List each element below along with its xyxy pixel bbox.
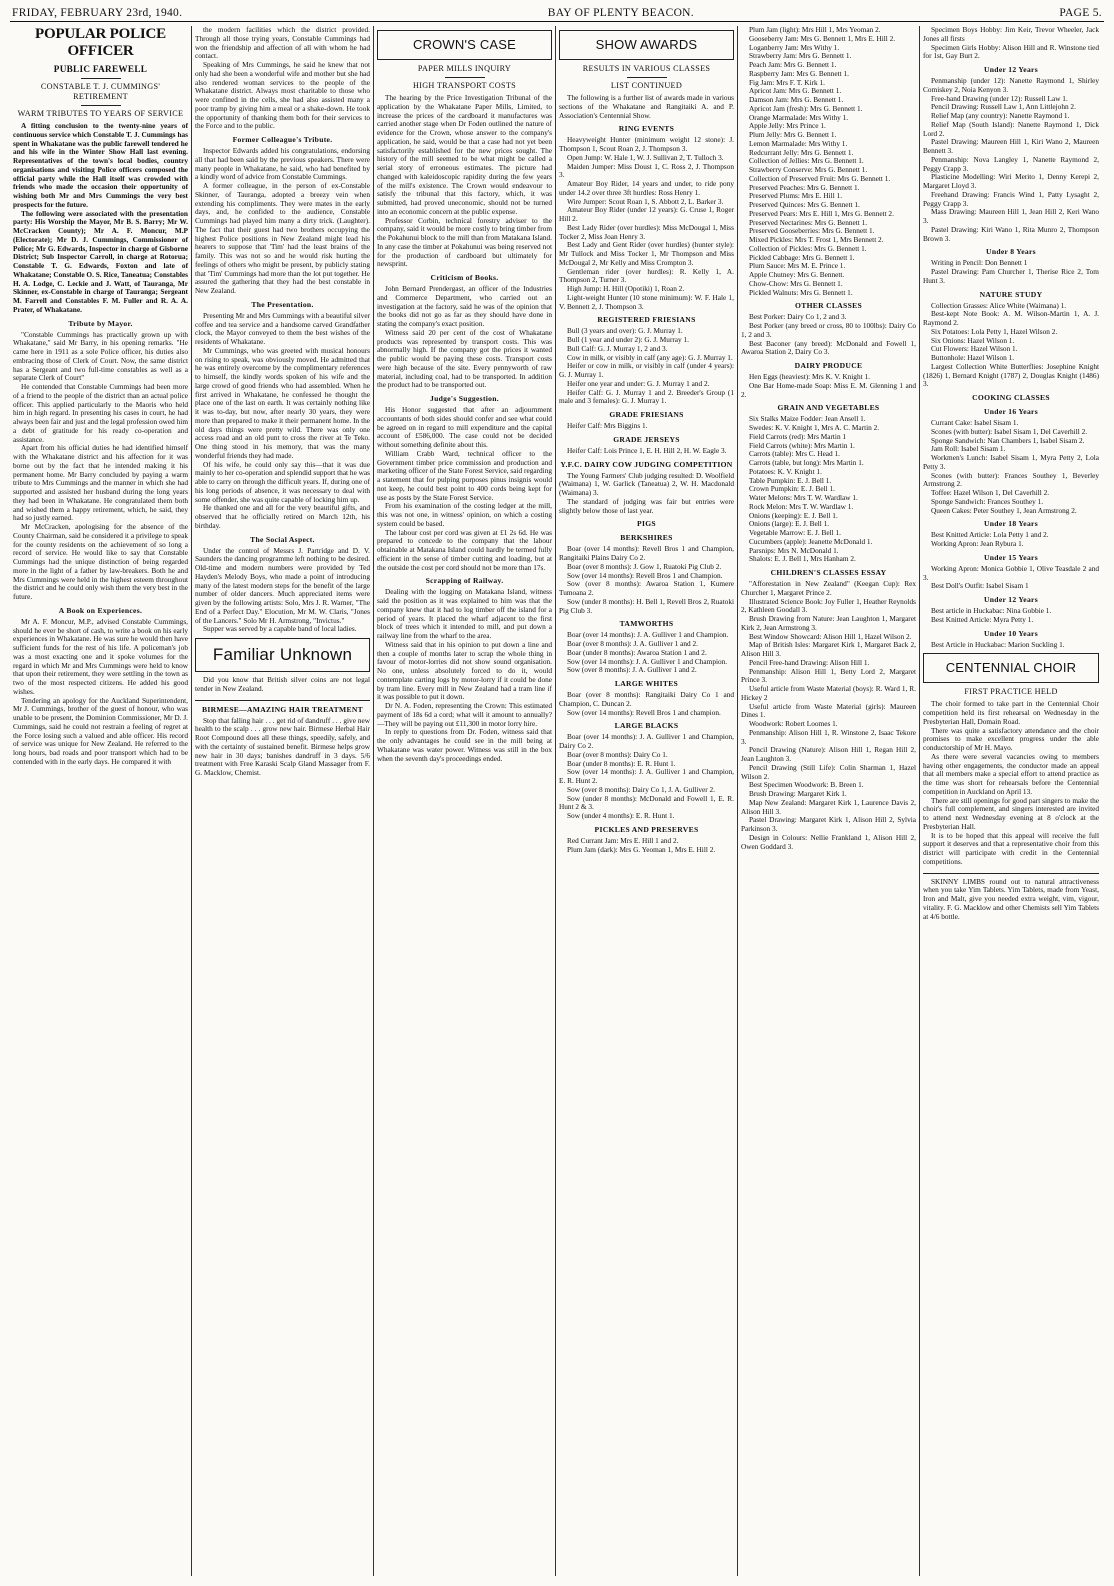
award-entry: Queen Cakes: Peter Southey 1, Jean Armstrong 2. bbox=[931, 505, 1077, 515]
paragraph: "Constable Cummings has practically grown up with Whakatane," said Mr Barry, in his opening remarks. "He came here in 1911 as a sole Police officer, his duties also embracing those of Clerk of Court. Now, the same district has a Sergeant and two full-time constables as well as a separate Clerk of Court" bbox=[13, 329, 188, 383]
award-entry: Scones (with butter): Frances Southey 1, Beverley Armstrong 2. bbox=[923, 470, 1099, 489]
paragraph: William Crabb Ward, technical officer to the Government timber price commission and production and marketing officer of the State Forest Service, said regarding a statement that for pulping purposes pinus insignis would not keep, he could best point to 400 cords being kept for use as posts by the State Forest Service. bbox=[377, 448, 552, 502]
award-section-heading: CHILDREN'S CLASSES ESSAY bbox=[770, 568, 887, 577]
show-awards-sub: RESULTS IN VARIOUS CLASSES bbox=[582, 64, 711, 73]
award-entry: Redcurrant Jelly: Mrs G. Bennett 1. bbox=[749, 147, 854, 157]
award-section-heading: GRADE FRIESIANS bbox=[609, 410, 684, 419]
award-entry: The Young Farmers' Club judging resulted: D. Woolfield (Waimana) 1, W. Garlick (Taneatua) 2, W. H. Macdonald (Waimana) 3. bbox=[559, 470, 734, 497]
masthead bbox=[10, 4, 1104, 22]
section-heading: A Book on Experiences. bbox=[58, 605, 143, 615]
award-entry: Collection of Pickles: Mrs G. Bennett 1. bbox=[749, 243, 867, 253]
award-section-heading: PIGS bbox=[637, 519, 656, 529]
award-section-heading: Under 10 Years bbox=[984, 628, 1038, 638]
award-list bbox=[741, 26, 916, 297]
award-entry: Specimen Boys Hobby: Jim Keir, Trevor Wheeler, Jack Jones all firsts bbox=[923, 26, 1099, 43]
award-entry: Gentleman rider (over hurdles): R. Kelly 1, A. Thompson 2, Turner 3. bbox=[559, 266, 734, 285]
award-section-heading: Under 18 Years bbox=[984, 519, 1038, 529]
paragraph: The choir formed to take part in the Centennial Choir competition held its first rehearsal on Wednesday in the Presbyterian Hall, Domain Road. bbox=[923, 699, 1099, 726]
award-entry: Jam Roll: Isabel Sisam 1. bbox=[931, 444, 1006, 454]
award-entry: Working Apron: Monica Gobbie 1, Olive Teasdale 2 and 3. bbox=[923, 563, 1099, 582]
paragraph: Dealing with the logging on Matakana Island, witness said the position as it was explained to him was that the company knew that it had to log timber off the island for a period of years. It placed the wharf adjacent to the first block of trees which it intended to mill, and put down a railway line from the wharf to the area. bbox=[377, 587, 552, 640]
award-entry: Apricot Jam: Mrs G. Bennett 1. bbox=[749, 86, 842, 96]
advertisement-headline: BIRMESE—AMAZING HAIR TREATMENT bbox=[201, 704, 364, 714]
award-section-heading: PICKLES AND PRESERVES bbox=[594, 824, 699, 834]
award-entry: Scones (with butter): Isabel Sisam 1, Del Caverhill 2. bbox=[931, 426, 1088, 436]
award-entry: Relief Map (any country): Nanette Raymond 1. bbox=[931, 111, 1070, 120]
award-entry: Heavyweight Hunter (minimum weight 12 stone): J. Thompson 1, Scout Roan 2, J. Thompson 3. bbox=[559, 135, 734, 153]
award-section-heading: Under 12 Years bbox=[984, 595, 1038, 604]
article-body bbox=[195, 26, 370, 131]
award-entry: Damson Jam: Mrs G. Bennett 1. bbox=[749, 95, 844, 104]
award-entry: Vegetable Marrow: E. J. Bell 1. bbox=[749, 528, 841, 537]
award-entry: Sponge Sandwich: Nan Chambers 1, Isabel Sisam 2. bbox=[931, 435, 1085, 445]
award-entry: Heifer Calf: Lois Prince 1, E. H. Hill 2, H. W. Eagle 3. bbox=[567, 445, 727, 455]
award-entry: Best Article in Huckabac: Marion Suckling 1. bbox=[931, 639, 1065, 649]
divider bbox=[923, 873, 1099, 874]
article-lead-2: The following were associated with the presentation party: His Worship the Mayor, Mr B. S. Barry; Mr W. McCracken County); Mr A. F. Moncur, M.P (Electorate); Mr D. J. Cummings, Commissioner of Police; Mr G. Edwards, Inspector in charge of Gisborne District; Sub Inspector Carroll, in charge at Rotorua; Constable T. G. Edwards, Foxton and late of Whakatane; Constable O. S. Rice, Taneatua; Constables H. A. Lodge, C. Leckie and J. Watt, of Tauranga, Mr Skinner, ex-Constable in charge of Tauranga; Sergeant M. Farrell and Constables F. M. Fuller and R. A. A. Prater, of Whakatane. bbox=[13, 208, 188, 314]
crowns-case-headline: CROWN'S CASE bbox=[377, 30, 552, 60]
award-entry: Onions (keeping): E. J. Bell 1. bbox=[749, 510, 838, 520]
award-entry: Strawberry Jam: Mrs G. Bennett 1. bbox=[749, 51, 852, 61]
award-section-heading: Under 8 Years bbox=[986, 247, 1036, 257]
award-entry: Map of British Isles: Margaret Kirk 1, Margaret Back 2, Alison Hill 3. bbox=[741, 640, 916, 658]
award-entry: Pastel Drawing: Kiri Wano 1, Rita Munro 2, Thompson Brown 3. bbox=[923, 224, 1099, 243]
award-entry: Sow (under 8 months): H. Bell 1, Revell Bros 2, Ruatoki Pig Club 3. bbox=[559, 596, 734, 615]
award-entry: Brush Drawing: Margaret Kirk 1. bbox=[749, 789, 847, 798]
award-entry: Buttonhole: Hazel Wilson 1. bbox=[931, 353, 1015, 362]
award-entry: Lemon Marmalade: Mrs Withy 1. bbox=[749, 138, 848, 148]
columns bbox=[10, 26, 1104, 1576]
award-entry: Heifer or cow in milk, or visibly in calf (under 4 years): G. J. Murray 1. bbox=[559, 361, 734, 379]
award-entry: Preserved Pears: Mrs E. Hill 1, Mrs G. Bennett 2. bbox=[749, 208, 894, 218]
award-entry: Peach Jam: Mrs G. Bennett 1. bbox=[749, 60, 837, 69]
paragraph: There are still openings for good part singers to make the choir's full complement, and singers interested are invited to attend next Wednesday evening at 8 o'clock at the Presbyterian Hall. bbox=[923, 795, 1099, 831]
paragraph: He contended that Constable Cummings had been more of a friend to the people of the district than an actual police officer. This applied particularly to the Maoris who held him in high regard. In presenting his cases in court, he had always been fair and just and the legal profession owed him a debt of gratitude for his ready co-operation and assistance. bbox=[13, 382, 188, 444]
award-entry: Bull Calf: G. J. Murray 1, 2 and 3. bbox=[567, 343, 668, 353]
award-entry: Pickled Cabbage: Mrs G. Bennett 1. bbox=[749, 252, 855, 262]
article-lead: A fitting conclusion to the twenty-nine years of continuous service which Constable T. J. Cummings has spent in Whakatane was the public farewell tendered he and his wife in the Winter Show Hall last evening. Representatives of the town's local bodies, country organisations and visiting Police officers composed the official party while the Hall itself was crowded with friends who made the occasion their opportunity of wishing both Mr and Mrs Cummings the very best prospects for the future. bbox=[13, 121, 188, 209]
award-entry: Boar (under 8 months): Awaroa Station 1 and 2. bbox=[567, 647, 707, 657]
award-entry: Apple Jelly: Mrs Prince 1. bbox=[749, 121, 826, 131]
award-section-heading: REGISTERED FRIESIANS bbox=[597, 315, 696, 325]
centennial-choir-headline: CENTENNIAL CHOIR bbox=[923, 653, 1099, 683]
award-entry: Pencil Free-hand Drawing: Alison Hill 1. bbox=[749, 657, 870, 667]
award-entry: Wire Jumper: Scout Roan 1, S. Abbott 2, L. Barker 3. bbox=[567, 196, 724, 206]
award-entry: Hen Eggs (heaviest): Mrs K. V. Knight 1. bbox=[749, 372, 870, 381]
paragraph: He thanked one and all for the very beautiful gifts, and observed that he officially retired on March 12th, his birthday. bbox=[195, 503, 370, 530]
award-entry: Preserved Gooseberries: Mrs G. Bennett 1. bbox=[749, 226, 875, 236]
award-entry: Collection Grasses: Alice White (Waimana) 1. bbox=[931, 300, 1067, 310]
award-entry: Cucumbers (apple): Jeanette McDonald 1. bbox=[749, 536, 873, 546]
award-entry: Gooseberry Jam: Mrs G. Bennett 1, Mrs E. Hill 2. bbox=[749, 33, 896, 43]
award-section-heading: GRAIN AND VEGETABLES bbox=[777, 403, 880, 413]
familiar-unknown-text: Did you know that British silver coins are not legal tender in New Zealand. bbox=[195, 675, 370, 693]
section-heading: Criticism of Books. bbox=[430, 273, 499, 282]
award-entry: Useful article from Waste Material (boys): R. Ward 1, R. Hickey 2 bbox=[741, 684, 916, 702]
award-entry: Potatoes: K. V. Knight 1. bbox=[749, 466, 822, 476]
award-entry: Onions (large): E. J. Bell 1. bbox=[749, 519, 830, 529]
award-entry: Field Carrots (red): Mrs Martin 1 bbox=[749, 431, 847, 441]
award-entry: Plum Jam (dark): Mrs G. Yeoman 1, Mrs E. Hill 2. bbox=[567, 844, 716, 854]
article-body bbox=[195, 312, 370, 531]
award-entry: Fig Jam: Mrs F. T. Kirk 1. bbox=[749, 77, 825, 87]
award-section-heading: OTHER CLASSES bbox=[795, 301, 862, 311]
divider bbox=[195, 700, 370, 701]
award-entry: Working Apron: Jean Rybura 1. bbox=[931, 539, 1024, 548]
article-body bbox=[377, 94, 552, 269]
award-entry: Best Knitted Article: Myra Petty 1. bbox=[931, 614, 1034, 624]
award-entry: Pencil Drawing (Still Life): Colin Sharman 1, Hazel Wilson 2. bbox=[741, 762, 916, 781]
article-body bbox=[377, 588, 552, 763]
award-entry: Plum Jelly: Mrs G. Bennett 1. bbox=[749, 130, 837, 139]
award-entry: Six Stalks Maize Fodder: Jean Ansell 1. bbox=[749, 414, 866, 424]
police-sub-headline-3: WARM TRIBUTES TO YEARS OF SERVICE bbox=[17, 109, 184, 118]
award-entry: Pencil Drawing: Russell Law 1, Ann Littlejohn 2. bbox=[931, 102, 1076, 112]
column-1 bbox=[10, 26, 192, 1576]
award-entry: Pencil Drawing (Nature): Alison Hill 1, Regan Hill 2, Jean Laughton 3. bbox=[741, 745, 916, 763]
paragraph: The labour cost per cord was given at £1 2s 6d. He was prepared to concede to the company that the labour obtainable at Matakana Island could hardly be termed fully efficient in the sense of timber cutting and loading, but at the outside the cost per cord should not be more than 17s. bbox=[377, 527, 552, 572]
paragraph: Supper was served by a capable band of local ladies. bbox=[203, 624, 357, 634]
paragraph: Speaking of Mrs Cummings, he said he knew that not only had she been a wonderful wife and mother but she had also rendered woman services to the people of the Whakatane district. Always most charitable to those who were confined in the cells, she had also assisted many a poor tramp by giving him a meal or a shake-down. He took the opportunity of thanking them both for their services to the Force and to the public. bbox=[195, 60, 370, 131]
award-entry: Boar (over 8 months): J. Gow 1, Ruatoki Pig Club 2. bbox=[567, 561, 722, 571]
award-section-heading: DAIRY PRODUCE bbox=[794, 361, 863, 370]
award-section-heading: RING EVENTS bbox=[618, 124, 675, 134]
paragraph: Presenting Mr and Mrs Cummings with a beautiful silver coffee and tea service and a handsome carved Grandfather clock, the Mayor conveyed to them the best wishes of the residents of Whakatane. bbox=[195, 310, 370, 346]
award-entry: Maiden Jumper: Miss Doust 1, C. Ross 2, J. Thompson 3. bbox=[559, 161, 734, 180]
award-entry: High Jump: H. Hill (Opotiki) 1, Roan 2. bbox=[567, 284, 685, 293]
award-section-heading: Under 15 Years bbox=[984, 552, 1038, 562]
award-entry: Preserved Nectarines: Mrs G. Bennett 1. bbox=[749, 217, 868, 227]
award-entry: Carrots (table, but long): Mrs Martin 1. bbox=[749, 458, 864, 467]
award-entry: Preserved Quinces: Mrs G. Bennett 1. bbox=[749, 200, 860, 209]
paragraph: There was quite a satisfactory attendance and the choir promises to make excellent progress under the able conductorship of Mr H. Mayo. bbox=[923, 725, 1099, 752]
award-section-heading: Under 16 Years bbox=[984, 407, 1038, 416]
paragraph: Tendering an apology for the Auckland Superintendent, Mr J. Cummings, brother of the guest of honour, who was unable to be present, the Dominion Commissioner, Mr D. J. Cummings, said he could not restrain a feeling of regret at the Force losing such a valued and able officer. His record of service was unique for New Zealand. He referred to the long hours, bad roads and poor transport which had to be contended with in the early days. He compared it with bbox=[13, 695, 188, 766]
award-entry: Best Window Showcard: Alison Hill 1, Hazel Wilson 2. bbox=[749, 631, 912, 641]
award-entry: Sow (over 8 months): J. A. Gulliver 1 and 2. bbox=[567, 665, 697, 675]
award-entry: Collection of Jellies: Mrs G. Bennett 1. bbox=[749, 156, 864, 166]
award-entry: Pastel Drawing: Pam Churcher 1, Therise Rice 2, Tom Hunt 3. bbox=[923, 267, 1099, 285]
divider bbox=[81, 105, 121, 106]
award-entry: Penmanship (under 12): Nanette Raymond 1, Shirley Comiskey 2, Noia Kenyon 3. bbox=[923, 76, 1099, 94]
award-entry: Boar (over 8 months): Dairy Co 1. bbox=[567, 749, 668, 759]
award-entry: Pickled Walnuts: Mrs G. Bennett 1. bbox=[749, 287, 853, 297]
award-entry: Best Baconer (any breed): McDonald and Fowell 1, Awaroa Station 2, Dairy Co 3. bbox=[741, 338, 916, 357]
crowns-case-sub: PAPER MILLS INQUIRY bbox=[417, 64, 512, 73]
paragraph: Mr A. F. Moncur, M.P., advised Constable Cummings, should he ever be short of cash, to write a book on his early experiences in Whakatane. He was sure he would then have sufficient funds for the rest of his life. A policeman's job was a most exacting one and it spoke volumes for the regard in which Mr and Mrs Cummings were held to know that upon their retirement, they were settling in the town as two of the most respected citizens. He added his good wishes. bbox=[13, 616, 188, 696]
award-entry: Boar (under 8 months): E. R. Hunt 1. bbox=[567, 758, 676, 768]
paragraph: the modern facilities which the district provided. Through all those trying years, Constable Cummings had won the friendship and affection of all with whom he had contact. bbox=[195, 26, 370, 61]
paragraph: Inspector Edwards added his congratulations, endorsing all that had been said by the previous speakers. There were many people in Whakatane, he said, who had benefited by a kindly word of advice from Constable Cummings. bbox=[195, 146, 370, 182]
award-entry: Chow-Chow: Mrs G. Bennett 1. bbox=[749, 278, 843, 288]
award-entry: Field Carrots (white): Mrs Martin 1. bbox=[749, 440, 855, 450]
paragraph: Of his wife, he could only say this—that it was due mainly to her co-operation and splendid support that he was able to carry on through the difficult years. If, during one of his long periods of absence, it was necessary to deal with some offender, she was quite capable of locking him up. bbox=[195, 459, 370, 504]
award-entry: Toffee: Hazel Wilson 1, Del Caverhill 2. bbox=[931, 488, 1050, 497]
award-entry: Currant Cake: Isabel Sisam 1. bbox=[931, 418, 1019, 427]
award-section-heading: LARGE WHITES bbox=[614, 679, 679, 688]
section-heading: Scrapping of Railway. bbox=[425, 576, 504, 586]
award-entry: Table Pumpkin: E. J. Bell 1. bbox=[749, 475, 832, 485]
award-entry: Bull (1 year and under 2): G. J. Murray 1. bbox=[567, 335, 689, 344]
section-heading: The Presentation. bbox=[251, 299, 314, 309]
paragraph: His Honor suggested that after an adjournment accountants of both sides should confer and see what could be agreed on in regard to mill expenditure and the capital account of £586,000. The case could not be decided without something definite about this. bbox=[377, 405, 552, 449]
award-entry: Best Lady Rider (over hurdles): Miss McDougal 1, Miss Tocker 2, Miss Joan Henry 3. bbox=[559, 222, 734, 241]
paragraph: John Bernard Prendergast, an officer of the Industries and Commerce Department, who carried out an investigation at the factory, said he was of the opinion that the books did not go as far as they should have done in stating the company's exact position. bbox=[377, 284, 552, 328]
award-entry: Boar (over 14 months): Revell Bros 1 and Champion, Rangitaiki Plains Dairy Co 2. bbox=[559, 544, 734, 562]
award-entry: Parsnips: Mrs N. McDonald 1. bbox=[749, 545, 839, 555]
column-5 bbox=[738, 26, 920, 1576]
award-entry: Useful article from Waste Material (girls): Maureen Dines 1. bbox=[741, 701, 916, 720]
article-body bbox=[195, 547, 370, 635]
article-body bbox=[377, 285, 552, 390]
award-entry: Bull (3 years and over): G. J. Murray 1. bbox=[567, 326, 683, 336]
article-body bbox=[923, 700, 1099, 866]
award-entry: Best Lady and Gent Rider (over hurdles) (hunter style): Mr Tullock and Miss Tocker 1, Mr Thompson and Miss McDougal 2, Mr Kelly and Miss Crompton 3. bbox=[559, 240, 734, 267]
award-entry: Specimen Girls Hobby: Alison Hill and R. Winstone tied for 1st, Gay Burt 2. bbox=[923, 42, 1099, 61]
section-heading: Judge's Suggestion. bbox=[430, 394, 499, 403]
paragraph: A former colleague, in the person of ex-Constable Skinner, of Tauranga, adopted a breezy vein when extending his compliments. They were mates in the early days, and, he confided to the audience, Constable Cummings had played him many a dirty trick. (Laughter). The fact that their guest had two brothers occupying the highest Police positions in New Zealand might lead his hearers to suppose that 'Tim' had the least brains of the family. This was not so and he would risk hurting the feelings of others who might be present, by publicly stating that 'Tim' Cummings had more than the lot put together. He assured the gathering that they had the best constable in New Zealand. bbox=[195, 181, 370, 295]
award-entry: Plum Sauce: Mrs M. E. Prince 1. bbox=[749, 261, 846, 271]
paper-title: BAY OF PLENTY BEACON. bbox=[547, 7, 694, 19]
award-entry: Sow (over 14 months): J. A. Gulliver 1 and Champion, E. R. Hunt 2. bbox=[559, 767, 734, 785]
award-entry: Sow (over 8 months): Awaroa Station 1, Kumere Tumoana 2. bbox=[559, 579, 734, 597]
familiar-unknown-headline: Familiar Unknown bbox=[195, 638, 370, 672]
paragraph: The hearing by the Price Investigation Tribunal of the application by the Whakatane Paper Mills, Limited, to increase the prices of the cardboard it manufactures was carried another stage when Dr Foden outlined the nature of evidence for the Crown, whose answer to the company's application, he said, would be that a case had not yet been satisfactorily established for the new prices sought. The history of the mill seemed to be what might be called a serial story of erroneous estimates. The picture had changed with kaleidoscopic rapidity during the few years of the mill's existence. The Crown would endeavour to satisfy the tribunal that this factory, which, it was submitted, had proved uneconomic, should not be turned into an economic concern at the public expense. bbox=[377, 93, 552, 216]
award-list bbox=[923, 26, 1099, 61]
award-entry: Writing in Pencil: Don Bennett 1 bbox=[931, 258, 1028, 268]
award-entry: Best Knitted Article: Lola Petty 1 and 2. bbox=[931, 530, 1049, 540]
advertisement-text: Stop that falling hair . . . get rid of dandruff . . . give new health to the scalp . . . grow new hair. Birmese Herbal Hair Root Compound does all these things, speedily, safely, and with the certainty of sustained benefit. Birmese helps grow new hair in 30 days; banishes dandruff in 3 days. 5/6 treatment with Free Karaski Scalp Gland Massager from F. G. Macklow, Chemist. bbox=[195, 715, 370, 777]
award-entry: Sow (under 8 months): McDonald and Fowell 1, E. R. Hunt 2 & 3. bbox=[559, 793, 734, 812]
issue-date: FRIDAY, FEBRUARY 23rd, 1940. bbox=[12, 7, 183, 19]
award-sections bbox=[741, 301, 916, 851]
award-entry: Penmanship: Alison Hill 1, R. Winstone 2, Isaac Tekore 3. bbox=[741, 727, 916, 746]
award-entry: Best article in Huckabac: Nina Gobbie 1. bbox=[931, 606, 1052, 615]
award-entry: Mass Drawing: Maureen Hill 1, Jean Hill 2, Keri Wano 3. bbox=[923, 207, 1099, 225]
award-entry: Crown Pumpkin: E. J. Bell 1. bbox=[749, 484, 835, 494]
column-2 bbox=[192, 26, 374, 1576]
paragraph: From his examination of the costing ledger at the mill, this was not one, in witness' opinion, on which a costing system could be based. bbox=[377, 501, 552, 528]
paragraph: In reply to questions from Dr. Foden, witness said that the only advantages he could see in the mill being at Whakatane was water power. Witness was still in the box when the seventh day's proceedings ended. bbox=[377, 727, 552, 763]
award-entry: Freehand Drawing: Francis Wind 1, Patty Lysaght 2, Peggy Crapp 3. bbox=[923, 189, 1099, 208]
award-entry: Map New Zealand: Margaret Kirk 1, Laurence Davis 2, Alison Hill 3. bbox=[741, 797, 916, 816]
award-entry: Design in Colours: Nellie Frankland 1, Alison Hill 2, Owen Goddard 3. bbox=[741, 832, 916, 851]
award-entry: Brush Drawing from Nature: Jean Laughton 1, Margaret Kirk 2, Jean Armstrong 3. bbox=[741, 614, 916, 632]
award-section-heading: LARGE BLACKS bbox=[614, 721, 679, 731]
award-entry: Strawberry Conserve: Mrs G. Bennett 1. bbox=[749, 165, 868, 174]
award-entry: Mixed Pickles: Mrs T. Frost 1, Mrs Bennett 2. bbox=[749, 235, 884, 244]
column-6 bbox=[920, 26, 1102, 1576]
award-entry: Collection of Preserved Fruit: Mrs G. Bennett 1. bbox=[749, 173, 891, 183]
paragraph: It is to be hoped that this appeal will receive the full support it deserves and that a representative choir from this district will participate with credit in the Centennial competitions. bbox=[923, 830, 1099, 866]
divider bbox=[81, 78, 121, 79]
award-section-heading: TAMWORTHS bbox=[619, 619, 674, 629]
award-entry: Amateur Boy Rider, 14 years and under, to ride pony under 14.2 over three 3ft hurdles: Ross Henry 1. bbox=[559, 179, 734, 197]
advertisement-text: SKINNY LIMBS round out to natural attractiveness when you take Yim Tablets. Yim Tablets, made from Yeast, Iron and Malt, give you needed extra weight, vim, vigour, vitality. F. G. Macklow and other Chemists sell Yim Tablets at 4/6 bottle. bbox=[923, 876, 1099, 921]
show-awards-intro: The following is a further list of awards made in various sections of the Whakatane and Rangitaiki A. and P. Association's Centennial Show. bbox=[559, 93, 734, 120]
award-section-heading: GRADE JERSEYS bbox=[613, 434, 680, 444]
award-entry: Apricot Jam (fresh): Mrs G. Bennett 1. bbox=[749, 103, 863, 113]
award-entry: Plum Jam (light): Mrs Hill 1, Mrs Yeoman 2. bbox=[749, 26, 881, 34]
section-heading: Former Colleague's Tribute. bbox=[232, 135, 333, 144]
award-entry: Pastel Drawing: Margaret Kirk 1, Alison Hill 2, Sylvia Parkinson 3. bbox=[741, 815, 916, 833]
award-entry: Apple Chutney: Mrs G. Bennett. bbox=[749, 270, 845, 279]
article-body bbox=[377, 406, 552, 572]
award-entry: Orange Marmalade: Mrs Withy 1. bbox=[749, 112, 849, 122]
police-sub-headline-2: CONSTABLE T. J. CUMMINGS' RETIREMENT bbox=[40, 82, 161, 101]
award-entry: Sow (over 14 months): Revell Bros 1 and champion. bbox=[567, 707, 721, 717]
award-entry: Six Potatoes: Lola Petty 1, Hazel Wilson 2. bbox=[931, 326, 1058, 336]
award-entry: Sow (over 14 months): J. A. Gulliver 1 and Champion. bbox=[567, 656, 728, 666]
award-entry: Carrots (table): Mrs C. Head 1. bbox=[749, 449, 840, 459]
award-entry: Best Porker (any breed or cross, 80 to 100lbs): Dairy Co 1, 2 and 3. bbox=[741, 321, 916, 339]
award-entry: Free-hand Drawing (under 12): Russell Law 1. bbox=[931, 93, 1068, 103]
award-entry: Shalots: E. J. Bell 1, Mrs Hanham 2. bbox=[749, 554, 856, 564]
award-entry: Open Jump: W. Hale 1, W. J. Sullivan 2, T. Tulloch 3. bbox=[567, 152, 724, 162]
show-awards-headline: SHOW AWARDS bbox=[559, 30, 734, 60]
award-entry: Sow (over 14 months): Revell Bros 1 and Champion. bbox=[567, 570, 723, 580]
award-entry: Plasticine Modelling: Wiri Merito 1, Denny Kerepi 2, Margaret Lloyd 3. bbox=[923, 172, 1099, 190]
paragraph: Under the control of Messrs J. Partridge and D. V. Saunders the dancing programme left nothing to be desired. Old-time and modern numbers were provided by Ted Hayden's Melody Boys, who made a point of introducing many of the latest modern steps for the benefit of the large number of older dancers. Much appreciated items were given by the following artists: Solo, Mrs J. R. Warner, "The End of a Perfect Day." Elocution, Mr M. W. Claris, "Jones of the Lancers." Solo Mr H. Armstrong, "Invictus." bbox=[195, 545, 370, 625]
paragraph: Professor Corbin, technical forestry adviser to the company, said it would be more costly to bring timber from the Pokahunui block to the mill than from Matakana Island. In any case the timber at Pokahunui was being reserved not for the production of cardboard but ultimately for newsprint. bbox=[377, 215, 552, 269]
award-entry: Best Doll's Outfit: Isabel Sisam 1 bbox=[931, 581, 1029, 591]
award-section-heading: Y.F.C. DAIRY COW JUDGING COMPETITION bbox=[560, 459, 733, 469]
award-entry: Penmanship: Nova Langley 1, Nanette Raymond 2, Peggy Crapp 3. bbox=[923, 154, 1099, 173]
award-entry: Illustrated Science Book: Joy Fuller 1, Heather Reynolds 2, Kathleen Goodall 3. bbox=[741, 596, 916, 615]
award-entry: Best-kept Note Book: A. M. Wilson-Martin 1, A. J. Raymond 2. bbox=[923, 309, 1099, 327]
award-entry: Heifer Calf: G. J. Murray 1 and 2. Breeder's Group (1 male and 3 females): G. J. Murray 1. bbox=[559, 387, 734, 406]
police-sub-headline: PUBLIC FAREWELL bbox=[53, 64, 148, 74]
award-entry: "Afforestation in New Zealand" (Keegan Cup): Rex Churcher 1, Margaret Prince 2. bbox=[741, 579, 916, 597]
paragraph: Witness said 20 per cent of the cost of Whakatane products was represented by transport costs. This was abnormally high. If the company got the prices it wanted the public would be paying these costs. Transport costs were high because of the site. Every pennyworth of raw material, including coal, had to be transported. In addition the product had to be transported out. bbox=[377, 327, 552, 390]
page-number: PAGE 5. bbox=[1059, 7, 1102, 19]
award-entry: Sow (under 4 months): E. R. Hunt 1. bbox=[567, 811, 675, 820]
award-entry: Rock Melon: Mrs T. W. Wardlaw 1. bbox=[749, 501, 854, 511]
award-entry: Heifer one year and under: G. J. Murray 1 and 2. bbox=[567, 378, 710, 388]
paragraph: Apart from his official duties he had identified himself with the Whakatane district and his affection for it was borne out by the fact that he intended making it his permanent home. Mr Barry concluded by paying a warm tribute to Mrs Cummings and the manner in which she had supported and assisted her husband during the long years they had been in Whakatane. He congratulated them both and wished them a happy retirement, which, he said, they had so justly earned. bbox=[13, 443, 188, 523]
award-entry: Woodwork: Robert Loomes 1. bbox=[749, 719, 838, 728]
article-body bbox=[13, 618, 188, 767]
award-entry: Pastel Drawing: Maureen Hill 1, Kiri Wano 2, Maureen Bennett 3. bbox=[923, 137, 1099, 155]
award-entry: Water Melons: Mrs T. W. Wardlaw 1. bbox=[749, 493, 858, 502]
section-heading: Tribute by Mayor. bbox=[68, 318, 133, 328]
award-entry: Heifer Calf: Mrs Biggins 1. bbox=[567, 421, 648, 430]
award-entry: Penmanship: Alison Hill 1, Betty Lord 2, Margaret Prince 3. bbox=[741, 666, 916, 685]
paragraph: Dr N. A. Foden, representing the Crown: This estimated payment of 18s 6d a cord; what will it amount to annually?—They will be paying out £11,300 in motor lorry hire. bbox=[377, 701, 552, 728]
award-entry: Preserved Plums: Mrs E. Hill 1. bbox=[749, 191, 843, 201]
crowns-case-sub-2: HIGH TRANSPORT COSTS bbox=[412, 81, 517, 90]
award-entry: Largest Collection White Butterflies: Josephine Knight (1826) 1, Bernard Knight (1787) 2, Douglas Knight (1486) 3. bbox=[923, 361, 1099, 389]
award-section-heading: BERKSHIRES bbox=[620, 533, 673, 543]
award-entry: One Bar Home-made Soap: Miss E. M. Glenning 1 and 2. bbox=[741, 380, 916, 399]
award-entry: Six Onions: Hazel Wilson 1. bbox=[931, 335, 1015, 345]
award-entry: Sow (over 8 months): Dairy Co 1, J. A. Gulliver 2. bbox=[567, 784, 715, 794]
show-awards-sub-2: LIST CONTINUED bbox=[610, 81, 683, 90]
award-entry: Boar (over 8 months): Rangitaiki Dairy Co 1 and Champion, C. Duncan 2. bbox=[559, 690, 734, 708]
divider bbox=[627, 77, 667, 78]
award-entry: The standard of judging was fair but entries were slightly below those of last year. bbox=[559, 496, 734, 515]
section-heading: The Social Aspect. bbox=[250, 534, 315, 544]
newspaper-page bbox=[10, 4, 1104, 1576]
paragraph: Witness said that in his opinion to put down a line and then a couple of months later to scrap the whole thing in favour of motor-lorries did not show sound organisation. No one, unless absolutely forced to do it, would contemplate carting logs by motor-lorry if it could be done by tram line. Every mill in New Zealand had a tram line if it was possible to put it down. bbox=[377, 639, 552, 702]
award-entry: Workmen's Lunch: Isabel Sisam 1, Myra Petty 2, Lola Petty 3. bbox=[923, 453, 1099, 471]
column-3 bbox=[374, 26, 556, 1576]
award-entry: Relief Map (South Island): Nanette Raymond 1, Dick Lord 2. bbox=[923, 119, 1099, 138]
award-entry: Boar (over 14 months): J. A. Gulliver 1 and Champion, Dairy Co 2. bbox=[559, 732, 734, 750]
award-entry: Boar (over 14 months): J. A. Gulliver 1 and Champion. bbox=[567, 630, 729, 640]
column-4 bbox=[556, 26, 738, 1576]
paragraph: As there were several vacancies owing to members having other engagements, the conductor made an appeal that all members make a special effort to attend practice as the time was short for rehearsals before the Centennial competition in Auckland on April 13. bbox=[923, 751, 1099, 796]
award-entry: Boar (over 8 months): J. A. Gulliver 1 and 2. bbox=[567, 639, 698, 648]
award-entry: Sponge Sandwich: Frances Southey 1. bbox=[931, 496, 1044, 506]
award-entry: Cow in milk, or visibly in calf (any age): G. J. Murray 1. bbox=[567, 352, 733, 362]
award-entry: Light-weight Hunter (10 stone minimum): W. F. Hale 1, V. Bennett 2, J. Thompson 3. bbox=[559, 292, 734, 311]
award-section-heading: COOKING CLASSES bbox=[972, 393, 1050, 402]
award-entry: Amateur Boy Rider (under 12 years): G. Cruse 1, Roger Hill 2. bbox=[559, 205, 734, 223]
article-body bbox=[195, 147, 370, 296]
award-entry: Raspberry Jam: Mrs G. Bennett 1. bbox=[749, 68, 849, 78]
police-officer-headline: POPULAR POLICE OFFICER bbox=[35, 26, 166, 59]
article-body bbox=[13, 331, 188, 602]
award-entry: Swedes: K. V. Knight 1, Mrs A. C. Martin 2. bbox=[749, 423, 880, 432]
award-entry: Loganberry Jam: Mrs Withy 1. bbox=[749, 42, 840, 52]
award-entry: Best Specimen Woodwork: B. Breen 1. bbox=[749, 780, 864, 790]
divider bbox=[445, 77, 485, 78]
paragraph: Mr Cummings, who was greeted with musical honours on rising to speak, was obviously moved. He admitted that he was entirely overcome by the complimentary references to himself, the kindly words spoken of his wife and the large crowd of good friends who had assembled. When he first arrived in Whakatane, he confessed he thought the place one of the last on earth. It was certainly nothing like it was to-day, but now, after nearly 30 years, they were more than prepared to make it their permanent home. In the old days things were pretty wild. There was only one access road and an old punt to cross the river at Te Teko. One thing stood in his memory, that was the many wonderful friends they had made. bbox=[195, 345, 370, 460]
award-entry: Best Porker: Dairy Co 1, 2 and 3. bbox=[749, 312, 847, 322]
award-sections bbox=[559, 124, 734, 854]
award-entry: Red Currant Jam: Mrs E. Hill 1 and 2. bbox=[567, 835, 679, 845]
award-entry: Preserved Peaches: Mrs G. Bennett 1. bbox=[749, 182, 860, 192]
paragraph: Mr McCracken, apologising for the absence of the County Chairman, said he considered it a privilege to speak for the county residents on the achievement of so long a record of service. He would like to say that Constable Cummings had the unique distinction of being regarded more in the light of a father by law-breakers. Both he and Mrs Cummings were held in the highest esteem throughout the district and he could only wish them the very best in the future. bbox=[13, 522, 188, 601]
award-section-heading: NATURE STUDY bbox=[979, 289, 1043, 299]
award-sections bbox=[923, 65, 1099, 649]
award-entry: Cut Flowers: Hazel Wilson 1. bbox=[931, 344, 1018, 354]
award-section-heading: Under 12 Years bbox=[984, 65, 1038, 74]
centennial-choir-sub: FIRST PRACTICE HELD bbox=[964, 687, 1058, 697]
